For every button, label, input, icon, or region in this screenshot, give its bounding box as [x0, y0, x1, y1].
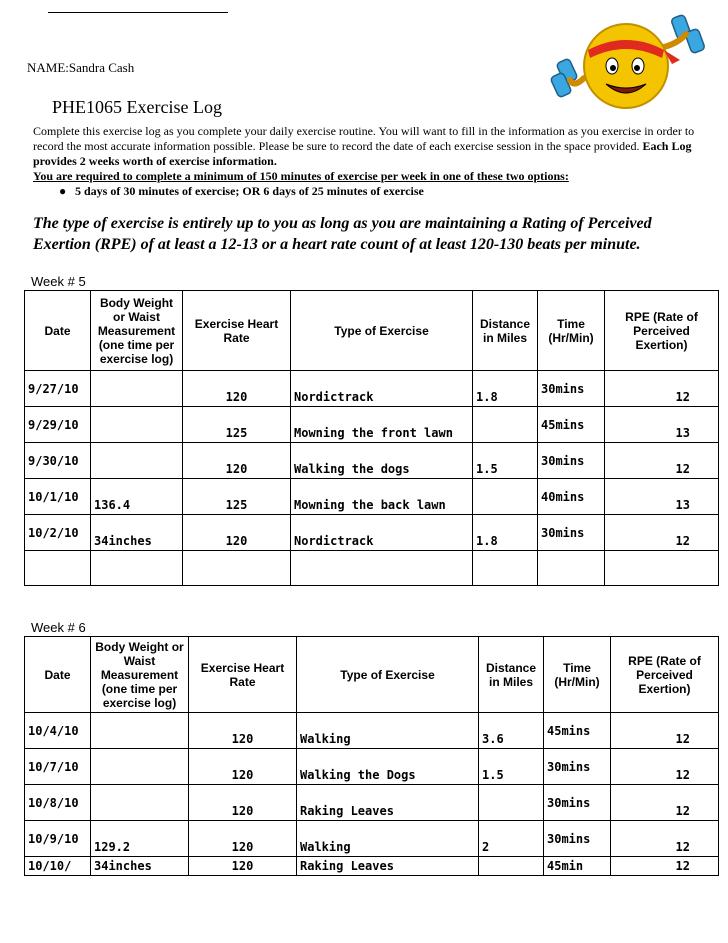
cell-date: 10/10/ — [25, 857, 91, 876]
header-distance: Distance in Miles — [479, 637, 544, 713]
table-row — [25, 821, 719, 857]
cell-distance: 1.8 — [473, 371, 538, 407]
header-rpe: RPE (Rate of Perceived Exertion) — [611, 637, 719, 713]
cell-rpe: 12 — [605, 443, 719, 479]
cell-type: Raking Leaves — [297, 857, 479, 876]
cell-distance: 1.8 — [473, 515, 538, 551]
cell-body: 34inches — [91, 515, 183, 551]
week-5-label: Week # 5 — [31, 274, 86, 289]
cell-rpe: 12 — [611, 713, 719, 749]
cell-date: 10/2/10 — [25, 515, 91, 551]
cell-type: Walking the dogs — [291, 443, 473, 479]
cell-time: 30mins — [538, 515, 605, 551]
cell-distance: 1.5 — [479, 749, 544, 785]
cell-distance: 1.5 — [473, 443, 538, 479]
cell-heart: 125 — [183, 479, 291, 515]
week-6-table — [24, 636, 719, 876]
cell-date: 10/4/10 — [25, 713, 91, 749]
cell-heart: 120 — [183, 443, 291, 479]
cell-time: 30mins — [538, 443, 605, 479]
cell-date: 9/27/10 — [25, 371, 91, 407]
requirement-text: You are required to complete a minimum of 150 minutes of exercise per week in one of these two options: — [33, 169, 569, 183]
empty-cell — [291, 551, 473, 586]
cell-heart: 120 — [189, 749, 297, 785]
instructions-paragraph — [33, 124, 705, 169]
cell-date: 10/9/10 — [25, 821, 91, 857]
instructions — [33, 124, 705, 199]
option-text: 5 days of 30 minutes of exercise; OR 6 days of 25 minutes of exercise — [75, 184, 424, 198]
cell-type: Mowning the front lawn — [291, 407, 473, 443]
empty-cell — [183, 551, 291, 586]
cell-heart: 125 — [183, 407, 291, 443]
options-list — [33, 184, 705, 199]
header-time: Time (Hr/Min) — [544, 637, 611, 713]
table-row — [25, 479, 719, 515]
header-exercise-type: Type of Exercise — [291, 291, 473, 371]
cell-type: Walking — [297, 821, 479, 857]
cell-rpe: 12 — [611, 785, 719, 821]
header-distance: Distance in Miles — [473, 291, 538, 371]
header-time: Time (Hr/Min) — [538, 291, 605, 371]
week-6-label: Week # 6 — [31, 620, 86, 635]
option-item — [59, 184, 705, 199]
table-row — [25, 515, 719, 551]
cell-time: 45mins — [538, 407, 605, 443]
table-row — [25, 713, 719, 749]
cell-body — [91, 713, 189, 749]
cell-distance — [479, 857, 544, 876]
cell-distance — [473, 407, 538, 443]
cell-body: 129.2 — [91, 821, 189, 857]
cell-time: 45min — [544, 857, 611, 876]
cell-time: 40mins — [538, 479, 605, 515]
cell-type: Walking the Dogs — [297, 749, 479, 785]
cell-heart: 120 — [189, 821, 297, 857]
cell-rpe: 12 — [611, 857, 719, 876]
page-title: PHE1065 Exercise Log — [52, 97, 222, 117]
cell-distance — [479, 785, 544, 821]
header-heart-rate: Exercise Heart Rate — [183, 291, 291, 371]
cell-body — [91, 407, 183, 443]
table-row — [25, 857, 719, 876]
header-rpe: RPE (Rate of Perceived Exertion) — [605, 291, 719, 371]
cell-date: 9/30/10 — [25, 443, 91, 479]
empty-cell — [538, 551, 605, 586]
table-header-row — [25, 291, 719, 371]
table-header-row — [25, 637, 719, 713]
cell-body — [91, 443, 183, 479]
cell-body — [91, 749, 189, 785]
name-line: NAME:Sandra Cash — [27, 60, 135, 75]
cell-time: 45mins — [544, 713, 611, 749]
cell-rpe: 13 — [605, 479, 719, 515]
cell-rpe: 12 — [605, 371, 719, 407]
cell-time: 30mins — [538, 371, 605, 407]
empty-cell — [605, 551, 719, 586]
cell-time: 30mins — [544, 785, 611, 821]
cell-rpe: 13 — [605, 407, 719, 443]
cell-heart: 120 — [183, 515, 291, 551]
rpe-statement: The type of exercise is entirely up to you as long as you are maintaining a Rating of Perceived Exertion (RPE) of at least a 12-13 or a heart rate count of at least 120-130 beats per minute. — [33, 215, 652, 253]
cell-date: 10/8/10 — [25, 785, 91, 821]
cell-heart: 120 — [189, 713, 297, 749]
header-date: Date — [25, 637, 91, 713]
cell-type: Nordictrack — [291, 371, 473, 407]
cell-distance: 3.6 — [479, 713, 544, 749]
cell-distance — [473, 479, 538, 515]
cell-heart: 120 — [189, 785, 297, 821]
cell-rpe: 12 — [605, 515, 719, 551]
instructions-text: Complete this exercise log as you complete your daily exercise routine. You will want to fill in the information as you exercise in order to record the most accurate information possible. Please be sure to record the date of each exercise session in the space provided. — [33, 124, 695, 153]
table-row — [25, 785, 719, 821]
cell-body — [91, 785, 189, 821]
week-5-table — [24, 290, 719, 586]
cell-time: 30mins — [544, 821, 611, 857]
cell-type: Walking — [297, 713, 479, 749]
table-row — [25, 749, 719, 785]
cell-distance: 2 — [479, 821, 544, 857]
header-date: Date — [25, 291, 91, 371]
empty-cell — [25, 551, 91, 586]
cell-date: 10/7/10 — [25, 749, 91, 785]
empty-cell — [473, 551, 538, 586]
table-row — [25, 407, 719, 443]
cell-date: 9/29/10 — [25, 407, 91, 443]
cell-type: Nordictrack — [291, 515, 473, 551]
header-body-measure: Body Weight or Waist Measurement (one time per exercise log) — [91, 637, 189, 713]
cell-rpe: 12 — [611, 749, 719, 785]
cell-time: 30mins — [544, 749, 611, 785]
table-row — [25, 443, 719, 479]
cell-body: 34inches — [91, 857, 189, 876]
table-row-empty — [25, 551, 719, 586]
cell-type: Mowning the back lawn — [291, 479, 473, 515]
cell-heart: 120 — [189, 857, 297, 876]
header-heart-rate: Exercise Heart Rate — [189, 637, 297, 713]
cell-heart: 120 — [183, 371, 291, 407]
instructions-bold-text: Each Log provides 2 weeks worth of exercise information. — [33, 139, 692, 168]
table-row — [25, 371, 719, 407]
header-body-measure: Body Weight or Waist Measurement (one time per exercise log) — [91, 291, 183, 371]
header-exercise-type: Type of Exercise — [297, 637, 479, 713]
empty-cell — [91, 551, 183, 586]
top-rule — [48, 12, 228, 13]
cell-rpe: 12 — [611, 821, 719, 857]
cell-body — [91, 371, 183, 407]
exercising-smiley-icon — [540, 8, 712, 118]
cell-body: 136.4 — [91, 479, 183, 515]
cell-date: 10/1/10 — [25, 479, 91, 515]
left-dumbbell-icon — [550, 58, 578, 98]
cell-type: Raking Leaves — [297, 785, 479, 821]
bullet-icon: ● — [59, 184, 67, 198]
